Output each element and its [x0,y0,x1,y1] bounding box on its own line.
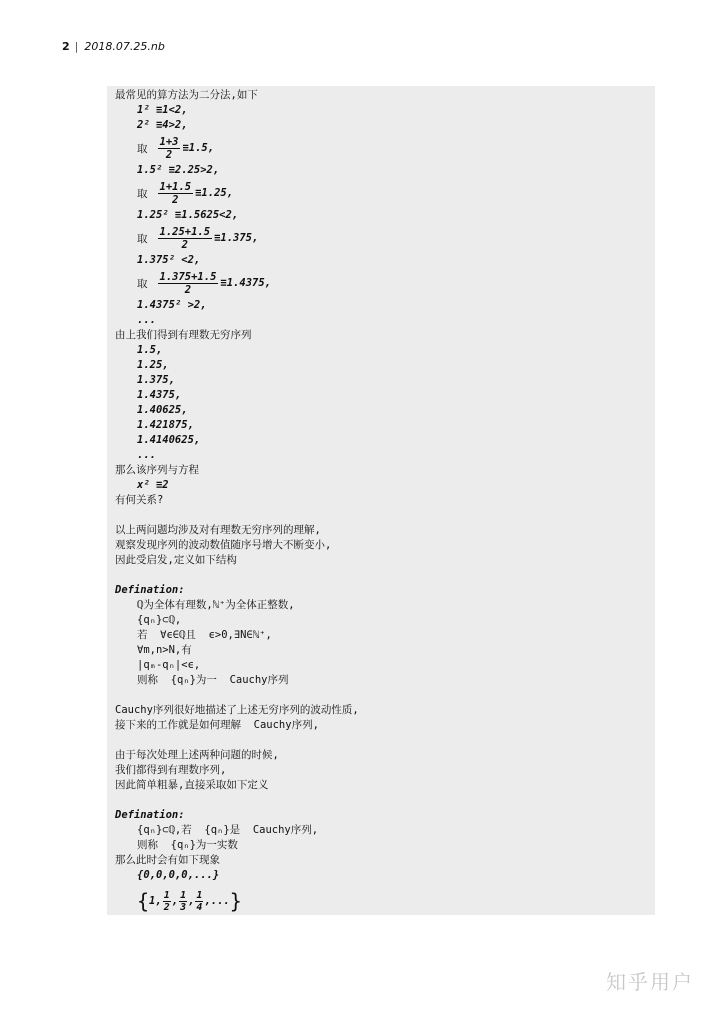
cell-content [115,88,359,919]
paragraph-line: Cauchy序列很好地描述了上述无穷序列的波动性质, [115,704,359,716]
definition-line: {qₙ}⊂ℚ,若 {qₙ}是 Cauchy序列, [137,824,319,836]
fraction-result: ≡1.375, [214,232,259,244]
definition-title: Defination: [115,584,185,596]
definition-line: ℚ为全体有理数,ℕ⁺为全体正整数, [137,599,295,611]
paragraph-line: 由于每次处理上述两种问题的时候, [115,749,279,761]
paragraph-line: 因此受启发,定义如下结构 [115,554,237,566]
notebook-filename: 2018.07.25.nb [84,40,165,53]
step-line: 1.5² ≡2.25>2, [137,164,220,176]
paragraph-line: 接下来的工作就是如何理解 Cauchy序列, [115,719,319,731]
fraction: 1 4 [196,889,203,913]
paragraph-line: 以上两问题均涉及对有理数无穷序列的理解, [115,524,321,536]
midpoint-line [115,133,359,163]
midpoint-line [115,178,359,208]
definition-line: {qₙ}⊂ℚ, [137,614,182,626]
take-word: 取 [137,277,148,290]
watermark-logo: 知乎用户 [606,970,694,994]
definition-line: 则称 {qₙ}为一实数 [137,839,238,851]
intro-text: 最常见的算方法为二分法,如下 [115,89,258,101]
sequence-item: 1.25, [137,359,169,371]
definition-line: 若 ∀ϵ∈ℚ且 ϵ>0,∃N∈ℕ⁺, [137,629,272,641]
fraction: $\frac{1+3}{2}$ [159,135,179,161]
step-line: 1² ≡1<2, [137,104,188,116]
header-separator: | [74,40,79,53]
sequence-intro: 由上我们得到有理数无穷序列 [115,329,252,341]
take-word: 取 [137,142,148,155]
fraction-result: ≡1.25, [195,187,234,199]
fraction-result: ≡1.5, [182,142,215,154]
sequence-item: ... [137,449,156,461]
fraction: 1 3 [180,889,187,913]
sequence-item: 1.375, [137,374,175,386]
page-header [62,40,165,53]
equation-intro: 那么该序列与方程 [115,464,199,476]
phenomenon-intro: 那么此时会有如下现象 [115,854,220,866]
definition-line: |qₘ-qₙ|<ϵ, [137,659,201,671]
midpoint-line [115,223,359,253]
midpoint-line [115,268,359,298]
take-word: 取 [137,232,148,245]
definition-title: Defination: [115,809,185,821]
fraction: $\frac{1.375+1.5}{2}$ [159,270,217,296]
step-line: 2² ≡4>2, [137,119,188,131]
take-word: 取 [137,187,148,200]
zero-sequence: {0,0,0,0,...} [137,869,220,881]
paragraph-line: 我们都得到有理数序列, [115,764,227,776]
fraction: $\frac{1+1.5}{2}$ [159,180,192,206]
definition-line: ∀m,n>N,有 [137,644,192,656]
fraction-result: ≡1.4375, [220,277,271,289]
sequence-item: 1.40625, [137,404,188,416]
equation-question: 有何关系? [115,494,164,506]
fraction: $\frac{1.25+1.5}{2}$ [159,225,211,251]
step-line: 1.375² <2, [137,254,201,266]
page-number: 2 [62,40,70,53]
sequence-item: 1.5, [137,344,163,356]
equation: x² ≡2 [137,479,169,491]
sequence-item: 1.4140625, [137,434,201,446]
sequence-item: 1.421875, [137,419,194,431]
definition-line: 则称 {qₙ}为一 Cauchy序列 [137,674,289,686]
sequence-item: 1.4375, [137,389,182,401]
step-line: 1.4375² >2, [137,299,207,311]
harmonic-sequence: { 1, 1 2 , 1 3 , 1 4 ,... } [137,889,242,913]
ellipsis: ... [137,314,156,326]
fraction: 1 2 [163,889,170,913]
paragraph-line: 因此简单粗暴,直接采取如下定义 [115,779,269,791]
step-line: 1.25² ≡1.5625<2, [137,209,239,221]
paragraph-line: 观察发现序列的波动数值随序号增大不断变小, [115,539,332,551]
